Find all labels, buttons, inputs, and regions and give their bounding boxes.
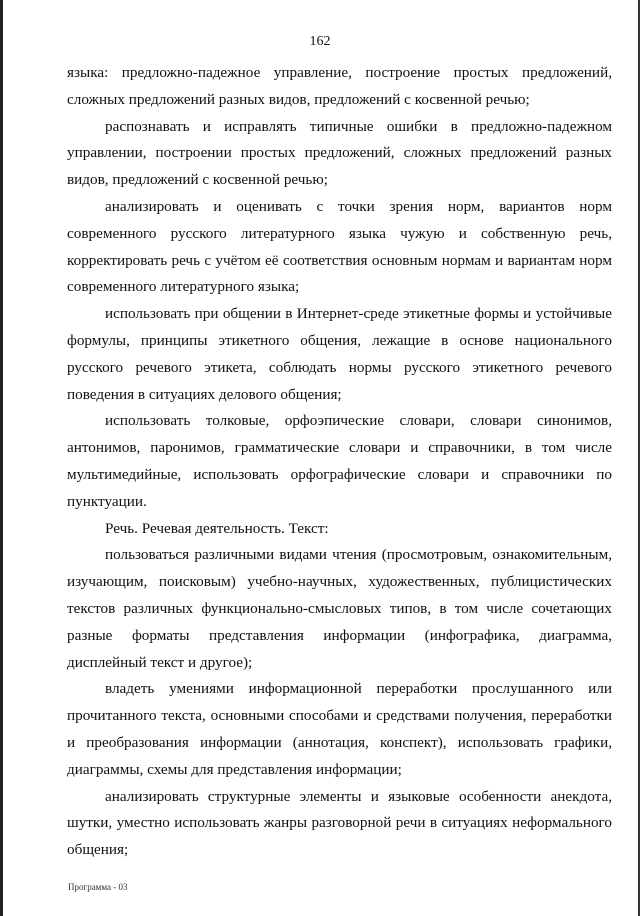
paragraph: анализировать и оценивать с точки зрения норм, вариантов норм современного русского литературного языка чужую и собственную речь, корректировать речь с учётом её соответствия основным нормам и вариантам норм современного литературного языка; (67, 197, 612, 296)
paragraph: использовать толковые, орфоэпические словари, словари синонимов, антонимов, паронимов, грамматические словари и справочники, в том числе мультимедийные, использовать орфографические словари и справочники по пунктуации. (67, 412, 612, 510)
page-number: 162 (309, 34, 331, 49)
paragraph: владеть умениями информационной переработки прослушанного или прочитанного текста, основными способами и средствами получения, переработки и преобразования информации (аннотация, конспект), использовать графики, диаграммы, схемы для представления информации; (67, 680, 612, 778)
paragraph-continuation: языка: предложно-падежное управление, построение простых предложений, сложных предложений разных видов, предложений с косвенной речью; (67, 64, 612, 108)
paragraph: распознавать и исправлять типичные ошибки в предложно-падежном управлении, построении простых предложений, сложных предложений разных видов, предложений с косвенной речью; (67, 117, 612, 189)
document-body (67, 60, 612, 864)
paragraph: пользоваться различными видами чтения (просмотровым, ознакомительным, изучающим, поисковым) учебно-научных, художественных, публицистических текстов различных функционально-смысловых типов, в том числе сочетающих разные форматы представления информации (инфографика, диаграмма, дисплейный текст и другое); (67, 546, 612, 671)
section-heading: Речь. Речевая деятельность. Текст: (105, 519, 329, 537)
paragraph: использовать при общении в Интернет-среде этикетные формы и устойчивые формулы, принципы этикетного общения, лежащие в основе национального русского речевого этикета, соблюдать нормы русского этикетного речевого поведения в ситуациях делового общения; (67, 305, 612, 403)
page-footer: Программа - 03 (68, 882, 128, 892)
paragraph: анализировать структурные элементы и языковые особенности анекдота, шутки, уместно использовать жанры разговорной речи в ситуациях неформального общения; (67, 787, 612, 859)
